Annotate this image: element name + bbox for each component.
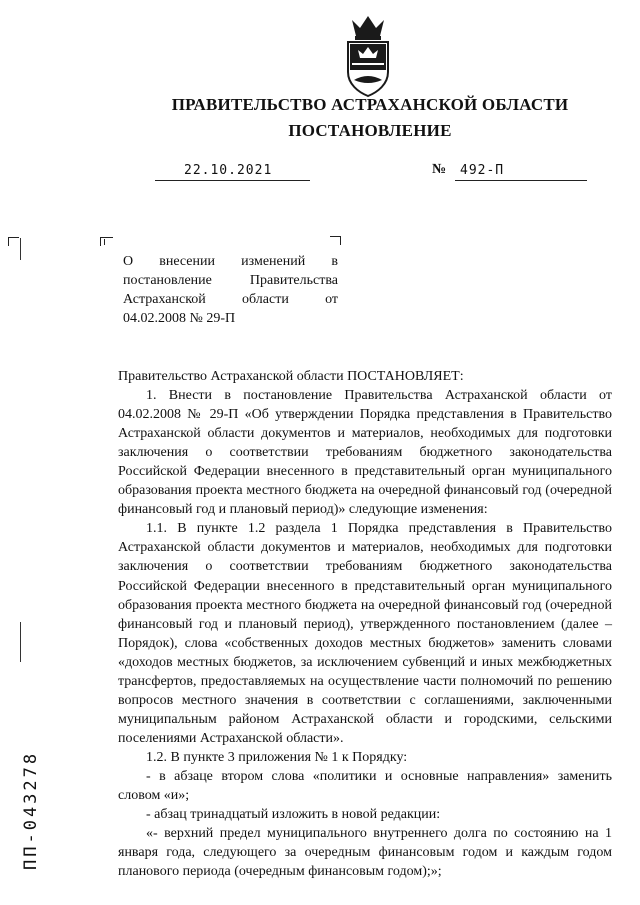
corner-mark [330, 236, 341, 245]
document-body [118, 367, 612, 881]
document-subject: О внесении изменений в постановление Правительства Астраханской области от 04.02.2008 № 29-П [123, 254, 338, 326]
number-underline [455, 180, 587, 181]
registration-date: 22.10.2021 [184, 163, 273, 178]
corner-mark [8, 237, 19, 246]
coat-of-arms-icon [342, 14, 394, 98]
body-paragraph: - абзац тринадцатый изложить в новой редакции: [146, 807, 441, 823]
margin-mark [20, 238, 21, 260]
body-paragraph: - в абзаце втором слова «политики и основные направления» заменить словом «и»; [118, 768, 612, 804]
corner-mark [104, 239, 113, 245]
body-paragraph: Правительство Астраханской области ПОСТАНОВЛЯЕТ: [118, 369, 464, 384]
doc-type-title: ПОСТАНОВЛЕНИЕ [288, 121, 452, 140]
body-paragraph: «- верхний предел муниципального внутреннего долга по состоянию на 1 января года, следующего за очередным финансовым годом и каждым годом планового периода (очередным финансовым годом);»; [118, 826, 612, 880]
margin-mark [20, 622, 21, 662]
body-paragraph: 1.1. В пункте 1.2 раздела 1 Порядка представления в Правительство Астраханской области документов и материалов, необходимых для подготовки заключения о соответствии требованиям бюджетного законодательства Российской Федерации внесенного в представительный орган муниципального образования проекта местного бюджета на очередной финансовый год (очередной финансовый год и плановый период), утвержденного постановлением (далее – Порядок), слова «собственных доходов местных бюджетов» заменить словами «доходов местных бюджетов, за исключением субвенций и иных межбюджетных трансфертов, предоставляемых на осуществление части полномочий по решению вопросов местного значения в соответствии с соглашениями, заключенными муниципальным районом Астраханской области и городскими, сельскими поселениями Астраханской области». [118, 521, 612, 746]
date-underline [155, 180, 310, 181]
registration-number: 492-П [460, 163, 505, 178]
body-paragraph: 1.2. В пункте 3 приложения № 1 к Порядку: [146, 749, 408, 765]
body-paragraph: 1. Внести в постановление Правительства Астраханской области от 04.02.2008 № 29-П «Об утверждении Порядка представления в Правительство Астраханской области документов и материалов, необходимых для подготовки заключения о соответствии требованиям бюджетного законодательства Российской Федерации внесенного в представительный орган муниципального образования проекта местного бюджета на очередной финансовый год (очередной финансовый год и плановый период)» следующие изменения: [118, 388, 612, 518]
serial-number: ПП-043278 [21, 750, 41, 870]
number-sign: № [432, 162, 447, 177]
org-title: ПРАВИТЕЛЬСТВО АСТРАХАНСКОЙ ОБЛАСТИ [171, 95, 569, 114]
